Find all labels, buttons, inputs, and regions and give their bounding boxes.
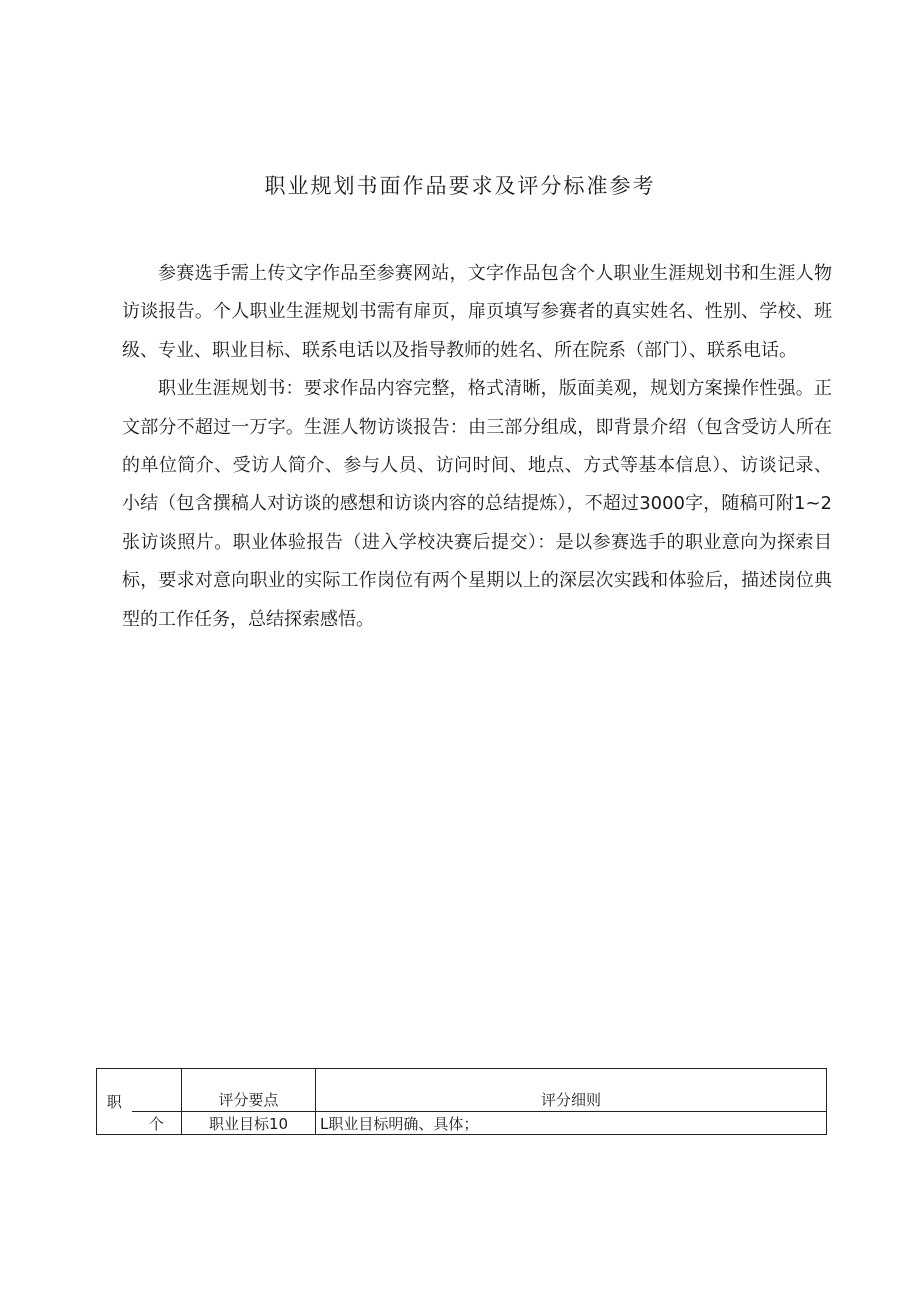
scoring-table bbox=[96, 1068, 827, 1135]
table-subcategory-cell: 个 bbox=[132, 1112, 182, 1135]
table-category-cell: 职 bbox=[97, 1069, 132, 1135]
paragraph-plan-details: 职业生涯规划书：要求作品内容完整，格式清晰，版面美观，规划方案操作性强。正文部分不超过一万字。生涯人物访谈报告：由三部分组成，即背景介绍（包含受访人所在的单位简介、受访人简介、参与人员、访问时间、地点、方式等基本信息）、访谈记录、小结（包含撰稿人对访谈的感想和访谈内容的总结提炼），不超过3000字，随稿可附1~2张访谈照片。职业体验报告（进入学校决赛后提交）：是以参赛选手的职业意向为探索目标，要求对意向职业的实际工作岗位有两个星期以上的深层次实践和体验后，描述岗位典型的工作任务，总结探索感悟。 bbox=[122, 378, 832, 630]
table-empty-cell bbox=[132, 1069, 182, 1112]
document-body bbox=[122, 255, 832, 639]
table-point-cell: 职业目标10 bbox=[182, 1112, 316, 1135]
paragraph-requirements: 参赛选手需上传文字作品至参赛网站，文字作品包含个人职业生涯规划书和生涯人物访谈报告。个人职业生涯规划书需有扉页，扉页填写参赛者的真实姓名、性别、学校、班级、专业、职业目标、联系电话以及指导教师的姓名、所在院系（部门）、联系电话。 bbox=[122, 263, 832, 361]
table-header-row bbox=[97, 1069, 827, 1112]
table-detail-cell: L职业目标明确、具体； bbox=[316, 1112, 827, 1135]
document-title: 职业规划书面作品要求及评分标准参考 bbox=[264, 174, 656, 198]
table-header-details: 评分细则 bbox=[316, 1069, 827, 1112]
table-header-points: 评分要点 bbox=[182, 1069, 316, 1112]
table-row bbox=[97, 1112, 827, 1135]
